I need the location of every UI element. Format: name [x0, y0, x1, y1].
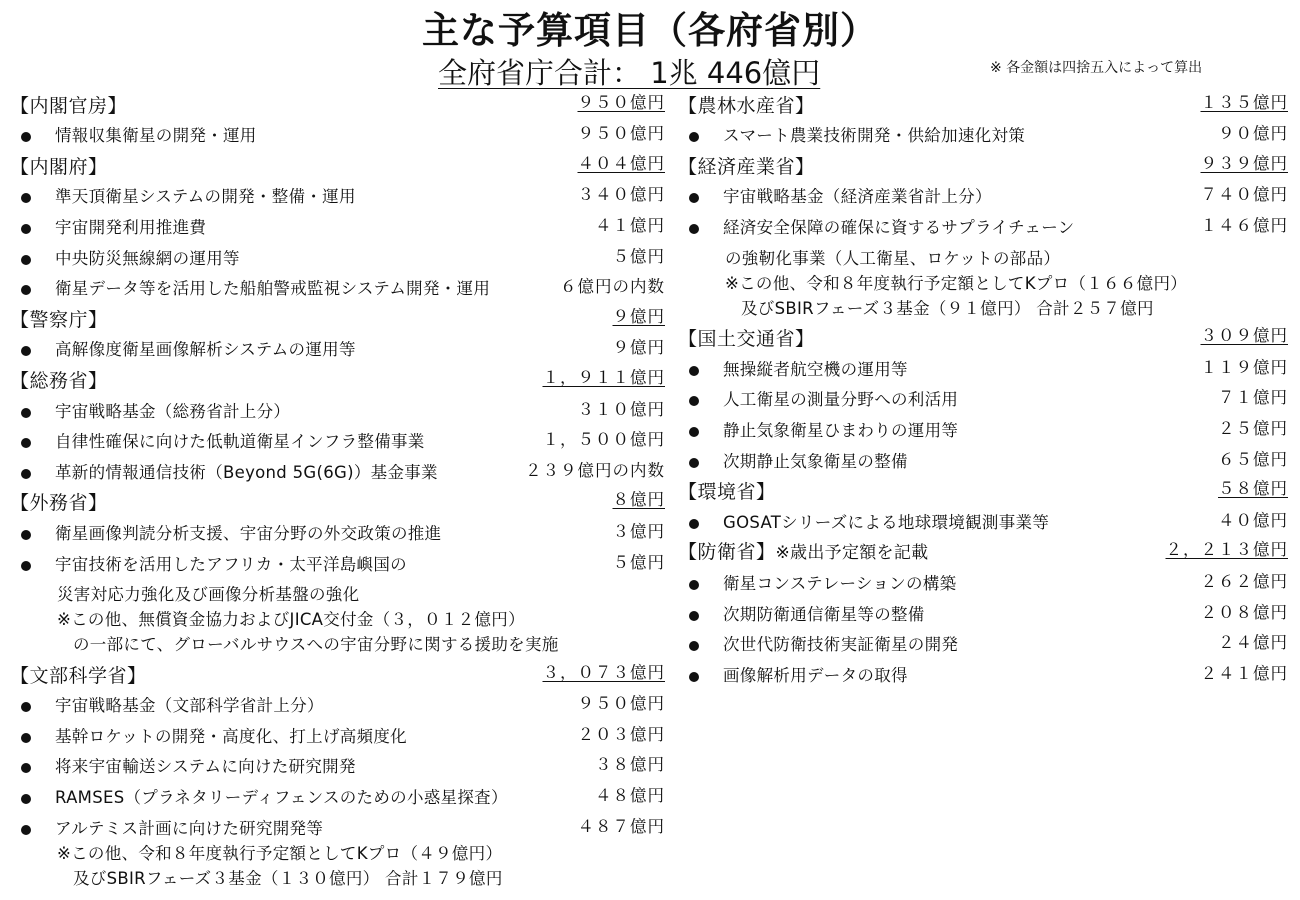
budget-item [10, 455, 665, 486]
bullet-icon [689, 672, 699, 682]
ministry-total: ５８億円 [1218, 479, 1288, 499]
item-label: 将来宇宙輸送システムに向けた研究開発 [55, 757, 356, 777]
ministry-heading [10, 88, 665, 119]
item-label: 高解像度衛星画像解析システムの運用等 [55, 340, 356, 360]
budget-note [10, 842, 665, 867]
bullet-icon [21, 825, 31, 835]
ministry-total: ９３９億円 [1200, 153, 1288, 173]
item-amount: １４６億円 [1200, 215, 1288, 235]
ministry-heading [678, 149, 1288, 180]
item-label: 経済安全保障の確保に資するサプライチェーン [723, 217, 1075, 237]
budget-note [10, 867, 665, 892]
item-amount: ９５０億円 [577, 694, 665, 714]
bullet-icon [21, 132, 31, 142]
budget-item [678, 628, 1288, 659]
item-label: ※この他、令和８年度執行予定額としてKプロ（４９億円） [57, 843, 503, 863]
ministry-heading [678, 322, 1288, 353]
bullet-icon [21, 469, 31, 479]
budget-item [10, 180, 665, 211]
ministry-name: 【経済産業省】 [678, 155, 815, 178]
item-label: 静止気象衛星ひまわりの運用等 [723, 420, 959, 440]
item-amount: ３８億円 [595, 755, 665, 775]
item-label: 基幹ロケットの開発・高度化、打上げ高頻度化 [55, 726, 407, 746]
ministry-heading [678, 536, 1288, 567]
ministry-name: 【防衛省】※歳出予定額を記載 [678, 541, 929, 564]
item-label: の強靭化事業（人工衛星、ロケットの部品） [725, 248, 1061, 268]
item-amount: ７１億円 [1218, 388, 1288, 408]
item-amount: ７４０億円 [1200, 185, 1288, 205]
bullet-icon [689, 611, 699, 621]
item-amount: ９５０億円 [577, 124, 665, 144]
item-amount: ６億円の内数 [560, 277, 665, 297]
budget-item [10, 272, 665, 303]
item-label: 宇宙戦略基金（経済産業省計上分） [723, 187, 992, 207]
budget-item [10, 547, 665, 578]
bullet-icon [689, 193, 699, 203]
ministry-name: 【外務省】 [10, 492, 108, 515]
item-amount: ６５億円 [1218, 449, 1288, 469]
bullet-icon [689, 366, 699, 376]
ministry-total: ２，２１３億円 [1165, 540, 1288, 560]
budget-item [10, 719, 665, 750]
item-amount: ４８７億円 [577, 816, 665, 836]
budget-note [678, 241, 1288, 272]
item-label: 及びSBIRフェーズ３基金（１３０億円） 合計１７９億円 [73, 868, 503, 888]
bullet-icon [21, 408, 31, 418]
item-label: 中央防災無線網の運用等 [55, 248, 240, 268]
item-amount: ２４１億円 [1200, 663, 1288, 683]
item-label: 衛星データ等を活用した船舶警戒監視システム開発・運用 [55, 279, 491, 299]
item-label: 画像解析用データの取得 [723, 665, 908, 685]
ministry-total: ９億円 [612, 306, 665, 326]
budget-note [678, 297, 1288, 322]
item-amount: ２３９億円の内数 [525, 460, 665, 480]
budget-item [678, 180, 1288, 211]
item-label: 無操縦者航空機の運用等 [723, 359, 908, 379]
bullet-icon [21, 733, 31, 743]
item-amount: １，５００億円 [542, 430, 665, 450]
budget-note [678, 272, 1288, 297]
item-label: 準天頂衛星システムの開発・整備・運用 [55, 187, 356, 207]
budget-note [10, 608, 665, 633]
budget-item [678, 444, 1288, 475]
item-label: 宇宙戦略基金（文部科学省計上分） [55, 696, 324, 716]
ministry-heading [10, 486, 665, 517]
budget-item [678, 119, 1288, 150]
ministry-name: 【環境省】 [678, 481, 776, 504]
bullet-icon [21, 255, 31, 265]
ministry-name: 【農林水産省】 [678, 94, 815, 117]
item-label: 災害対応力強化及び画像分析基盤の強化 [57, 585, 360, 605]
item-label: アルテミス計画に向けた研究開発等 [55, 818, 324, 838]
bullet-icon [21, 438, 31, 448]
ministry-name: 【内閣官房】 [10, 94, 128, 117]
item-label: 次期静止気象衛星の整備 [723, 451, 908, 471]
item-amount: ３４０億円 [577, 185, 665, 205]
ministry-total: １，９１１億円 [542, 367, 665, 387]
item-amount: １１９億円 [1200, 357, 1288, 377]
item-amount: ４１億円 [595, 215, 665, 235]
ministry-name: 【警察庁】 [10, 308, 108, 331]
item-label: 情報収集衛星の開発・運用 [55, 126, 257, 146]
item-label: スマート農業技術開発・供給加速化対策 [723, 126, 1026, 146]
ministry-name: 【文部科学省】 [10, 664, 147, 687]
bullet-icon [689, 580, 699, 590]
budget-item [678, 210, 1288, 241]
budget-item [10, 210, 665, 241]
page-title: 主な予算項目（各府省別） [422, 9, 878, 52]
bullet-icon [21, 561, 31, 571]
item-label: 人工衛星の測量分野への利活用 [723, 390, 959, 410]
ministry-total: ３，０７３億円 [542, 662, 665, 682]
budget-note [10, 578, 665, 609]
bullet-icon [689, 427, 699, 437]
budget-item [10, 689, 665, 720]
ministry-name: 【国土交通省】 [678, 328, 815, 351]
bullet-icon [21, 224, 31, 234]
item-label: 衛星コンステレーションの構築 [723, 573, 957, 593]
budget-item [678, 566, 1288, 597]
ministry-heading [10, 149, 665, 180]
heading-note: ※歳出予定額を記載 [775, 543, 929, 564]
bullet-icon [689, 519, 699, 529]
left-column [10, 88, 665, 892]
ministry-heading [678, 475, 1288, 506]
item-amount: ２４億円 [1218, 633, 1288, 653]
item-amount: ２０８億円 [1200, 602, 1288, 622]
item-label: 宇宙開発利用推進費 [55, 217, 207, 237]
budget-item [10, 516, 665, 547]
item-label: GOSATシリーズによる地球環境観測事業等 [723, 512, 1050, 532]
budget-item [10, 394, 665, 425]
bullet-icon [21, 702, 31, 712]
right-column [678, 88, 1288, 689]
item-label: の一部にて、グローバルサウスへの宇宙分野に関する援助を実施 [73, 635, 559, 655]
item-label: ※この他、無償資金協力およびJICA交付金（３，０１２億円） [57, 610, 525, 630]
item-amount: ５億円 [612, 246, 665, 266]
item-amount: ９０億円 [1218, 124, 1288, 144]
bullet-icon [21, 530, 31, 540]
bullet-icon [21, 346, 31, 356]
ministry-name: 【内閣府】 [10, 155, 108, 178]
budget-item [10, 780, 665, 811]
budget-item [678, 597, 1288, 628]
item-label: 宇宙技術を活用したアフリカ・太平洋島嶼国の [55, 554, 407, 574]
budget-item [10, 333, 665, 364]
budget-item [10, 119, 665, 150]
bullet-icon [689, 224, 699, 234]
item-label: ※この他、令和８年度執行予定額としてKプロ（１６６億円） [725, 273, 1188, 293]
budget-item [10, 811, 665, 842]
rounding-note: ※ 各金額は四捨五入によって算出 [990, 60, 1203, 76]
ministry-total: ４０４億円 [577, 153, 665, 173]
budget-item [678, 658, 1288, 689]
ministry-heading [678, 88, 1288, 119]
budget-item [678, 352, 1288, 383]
bullet-icon [689, 132, 699, 142]
item-amount: ９億円 [612, 338, 665, 358]
item-amount: ２５億円 [1218, 418, 1288, 438]
item-label: RAMSES（プラネタリーディフェンスのための小惑星探査） [55, 788, 508, 808]
bullet-icon [689, 396, 699, 406]
ministry-total: １３５億円 [1200, 92, 1288, 112]
item-amount: ４８億円 [595, 786, 665, 806]
ministry-heading [10, 302, 665, 333]
budget-item [10, 750, 665, 781]
item-amount: ３１０億円 [577, 399, 665, 419]
item-label: 自律性確保に向けた低軌道衛星インフラ整備事業 [55, 432, 425, 452]
bullet-icon [689, 458, 699, 468]
ministry-total: ３０９億円 [1200, 326, 1288, 346]
bullet-icon [21, 794, 31, 804]
bullet-icon [21, 193, 31, 203]
ministry-heading [10, 363, 665, 394]
budget-item [10, 241, 665, 272]
budget-item [678, 383, 1288, 414]
bullet-icon [21, 285, 31, 295]
budget-item [678, 413, 1288, 444]
item-amount: ３億円 [612, 521, 665, 541]
item-amount: ４０億円 [1218, 510, 1288, 530]
item-label: 次世代防衛技術実証衛星の開発 [723, 635, 959, 655]
item-label: 次期防衛通信衛星等の整備 [723, 604, 925, 624]
item-amount: ５億円 [612, 552, 665, 572]
ministry-name: 【総務省】 [10, 369, 108, 392]
item-amount: ２６２億円 [1200, 571, 1288, 591]
ministry-heading [10, 658, 665, 689]
item-label: 及びSBIRフェーズ３基金（９１億円） 合計２５７億円 [741, 298, 1154, 318]
grand-total: 全府省庁合計： 1兆 446億円 [438, 56, 821, 90]
item-label: 宇宙戦略基金（総務省計上分） [55, 401, 291, 421]
ministry-total: ９５０億円 [577, 92, 665, 112]
bullet-icon [689, 641, 699, 651]
item-label: 革新的情報通信技術（Beyond 5G(6G)）基金事業 [55, 462, 438, 482]
budget-note [10, 633, 665, 658]
budget-item [10, 425, 665, 456]
item-amount: ２０３億円 [577, 724, 665, 744]
item-label: 衛星画像判読分析支援、宇宙分野の外交政策の推進 [55, 523, 442, 543]
bullet-icon [21, 763, 31, 773]
ministry-total: ８億円 [612, 490, 665, 510]
budget-item [678, 505, 1288, 536]
